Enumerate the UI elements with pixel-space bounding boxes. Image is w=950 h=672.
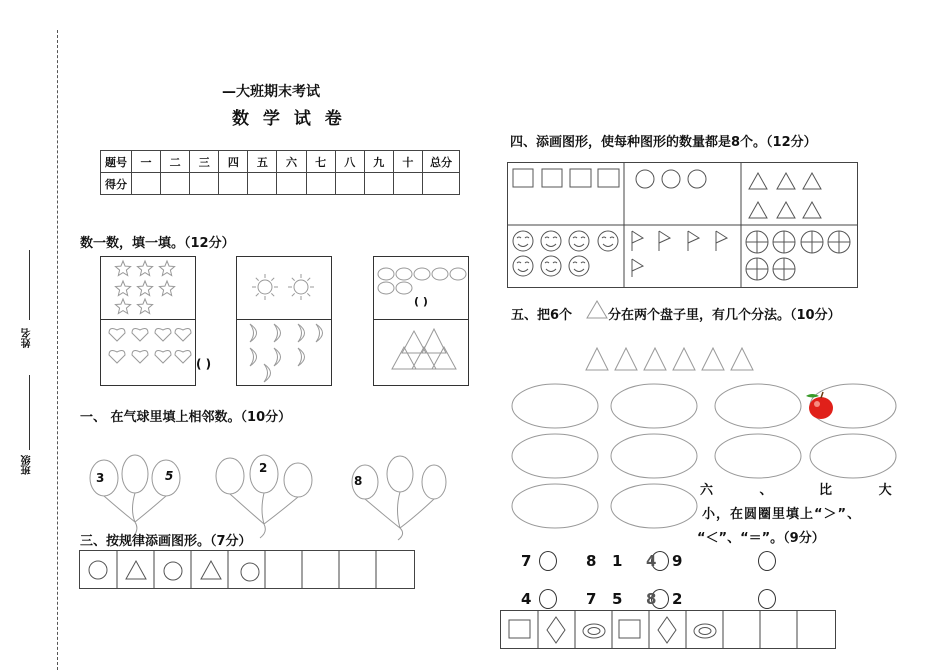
compare-number: 8 bbox=[586, 552, 597, 570]
balloon-number: 8 bbox=[354, 474, 363, 488]
count-blank-2[interactable]: ( ) bbox=[414, 295, 428, 308]
triangle-icon bbox=[749, 173, 821, 218]
score-table bbox=[100, 150, 460, 195]
heart-icon bbox=[101, 319, 195, 385]
score-input-cell[interactable] bbox=[335, 173, 364, 195]
score-input-cell[interactable] bbox=[364, 173, 393, 195]
section1-title: 一、 在气球里填上相邻数。（10分） bbox=[80, 410, 292, 425]
compare-number: 9 bbox=[672, 552, 683, 570]
circle-icon bbox=[636, 170, 706, 188]
balloon-number: 3 bbox=[96, 471, 105, 485]
diamond-icon bbox=[547, 617, 565, 643]
balloon-number: 2 bbox=[259, 461, 268, 475]
apple-icon bbox=[804, 390, 836, 420]
compare-number: 5 bbox=[612, 590, 623, 608]
square-icon bbox=[513, 169, 619, 187]
compare-number: 2 bbox=[672, 590, 683, 608]
balloon-number: 5 bbox=[165, 469, 174, 483]
count-box-3 bbox=[373, 256, 469, 386]
pattern-shapes bbox=[80, 551, 414, 588]
score-table-score-row bbox=[101, 173, 460, 195]
class-field bbox=[22, 375, 38, 475]
compare-number: 4 bbox=[521, 590, 532, 608]
smiley-icon bbox=[513, 231, 618, 276]
section6-title-line3: “＜”、“＝”。（9分） bbox=[697, 531, 825, 546]
score-cell: 十 bbox=[393, 151, 422, 173]
star-icon bbox=[101, 257, 195, 319]
score-cell: 二 bbox=[161, 151, 190, 173]
sun-icon bbox=[237, 257, 331, 319]
score-cell: 四 bbox=[219, 151, 248, 173]
compare-circle[interactable] bbox=[758, 551, 776, 571]
flag-icon bbox=[632, 231, 727, 277]
six-triangles bbox=[585, 346, 755, 372]
compare-number: 1 bbox=[612, 552, 623, 570]
score-cell: 七 bbox=[306, 151, 335, 173]
shape-grid-content bbox=[508, 163, 857, 287]
count-blank-1[interactable]: ( ) bbox=[196, 357, 212, 371]
triangle-icon bbox=[585, 300, 609, 320]
compare-number: 4 bbox=[646, 552, 657, 570]
score-cell: 题号 bbox=[101, 151, 132, 173]
section5-title-b: 分在两个盘子里，有几个分法。（10分） bbox=[608, 308, 841, 323]
score-input-cell[interactable] bbox=[423, 173, 460, 195]
compare-number: 7 bbox=[521, 552, 532, 570]
binding-line bbox=[57, 30, 58, 670]
name-label: 姓名 bbox=[22, 328, 33, 348]
pattern-shapes-2 bbox=[501, 611, 835, 648]
exam-title: —大班期末考试 bbox=[222, 84, 320, 100]
score-input-cell[interactable] bbox=[393, 173, 422, 195]
triangle-icon bbox=[374, 319, 468, 385]
compare-circle[interactable] bbox=[539, 551, 557, 571]
pattern-row bbox=[79, 550, 415, 589]
score-input-cell[interactable] bbox=[248, 173, 277, 195]
paper-title: 数 学 试 卷 bbox=[232, 109, 346, 129]
balloon-icon bbox=[80, 450, 460, 540]
section5-title-a: 五、把6个 bbox=[511, 308, 573, 323]
count-box-1 bbox=[100, 256, 196, 386]
score-input-cell[interactable] bbox=[132, 173, 161, 195]
name-field bbox=[22, 250, 38, 350]
section4-title: 四、添画图形，使每种图形的数量都是8个。（12分） bbox=[510, 135, 817, 150]
pattern-row-2 bbox=[500, 610, 836, 649]
score-cell: 三 bbox=[190, 151, 219, 173]
count-section-title: 数一数，填一填。（12分） bbox=[80, 236, 235, 251]
compare-circle[interactable] bbox=[758, 589, 776, 609]
score-cell: 五 bbox=[248, 151, 277, 173]
score-table-header-row bbox=[101, 151, 460, 173]
score-cell: 六 bbox=[277, 151, 306, 173]
score-row-label: 得分 bbox=[101, 173, 132, 195]
square-icon bbox=[509, 620, 530, 638]
moon-icon bbox=[237, 319, 331, 385]
section3-title: 三、按规律添画图形。（7分） bbox=[80, 534, 252, 549]
score-input-cell[interactable] bbox=[190, 173, 219, 195]
score-input-cell[interactable] bbox=[161, 173, 190, 195]
score-input-cell[interactable] bbox=[219, 173, 248, 195]
section6-title-line1: 六 、 比 大 bbox=[700, 483, 913, 498]
score-cell: 一 bbox=[132, 151, 161, 173]
class-label: 班级 bbox=[22, 455, 33, 475]
count-box-2 bbox=[236, 256, 332, 386]
circle-icon bbox=[374, 257, 468, 319]
compare-number: 8 bbox=[646, 590, 657, 608]
score-input-cell[interactable] bbox=[277, 173, 306, 195]
score-input-cell[interactable] bbox=[306, 173, 335, 195]
score-cell: 总分 bbox=[423, 151, 460, 173]
section6-title-line2: 小，在圆圈里填上“＞”、 bbox=[702, 507, 862, 522]
score-cell: 九 bbox=[364, 151, 393, 173]
compare-number: 7 bbox=[586, 590, 597, 608]
crossed-circle-icon bbox=[746, 231, 850, 280]
compare-circle[interactable] bbox=[539, 589, 557, 609]
score-cell: 八 bbox=[335, 151, 364, 173]
shape-grid bbox=[507, 162, 858, 288]
